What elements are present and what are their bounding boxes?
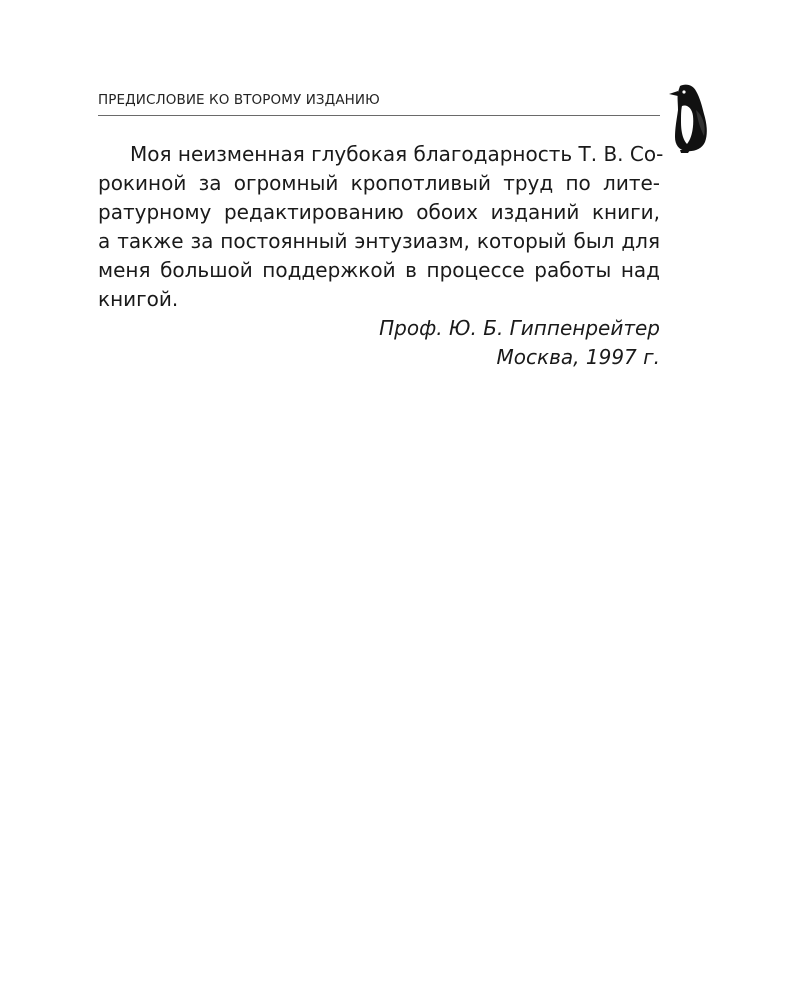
body-line: а также за постоянный энтузиазм, который был для <box>98 229 660 253</box>
body-line: книгой. <box>98 287 179 311</box>
body-line: Моя неизменная глубокая благодарность Т. В. Со- <box>130 142 664 166</box>
body-line: ратурному редактированию обоих изданий книги, <box>98 200 660 224</box>
signature-place-date: Москва, 1997 г. <box>496 345 660 369</box>
running-head: ПРЕДИСЛОВИЕ КО ВТОРОМУ ИЗДАНИЮ <box>98 92 380 108</box>
signature-block <box>98 314 660 372</box>
body-paragraph <box>98 140 664 314</box>
body-line: рокиной за огромный кропотливый труд по лите- <box>98 171 660 195</box>
body-line: меня большой поддержкой в процессе работы над <box>98 258 660 282</box>
penguin-icon <box>666 82 712 154</box>
signature-author: Проф. Ю. Б. Гиппенрейтер <box>379 316 660 340</box>
header-rule <box>98 115 660 116</box>
